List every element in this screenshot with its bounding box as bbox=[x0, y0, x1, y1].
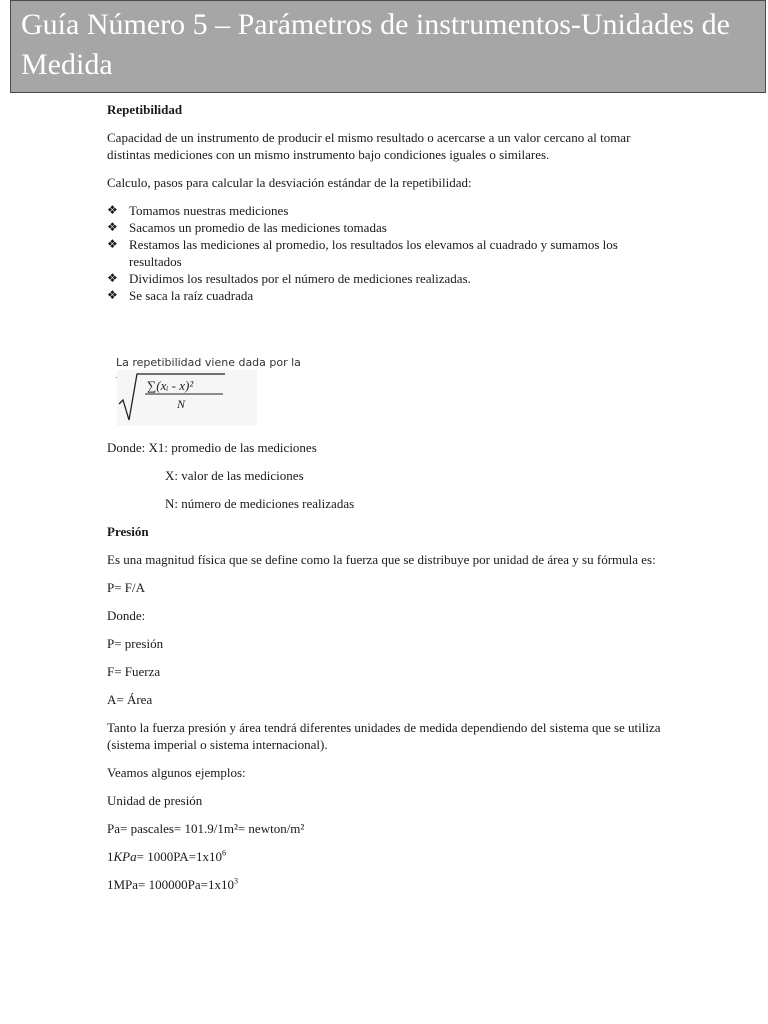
document-body bbox=[107, 101, 667, 893]
donde-line-1: Donde: X1: promedio de las mediciones bbox=[107, 440, 317, 455]
formula-figure bbox=[107, 354, 347, 424]
diamond-bullet-icon: ❖ bbox=[107, 237, 118, 251]
example-megapascal: $1MPa= 100000Pa=1x10^3$ bbox=[107, 876, 238, 892]
formula-numerator: ∑(xᵢ - x)² bbox=[147, 378, 194, 393]
presion-definition: Es una magnitud física que se define como la fuerza que se distribuye por unidad de área y su fórmula es: bbox=[107, 552, 656, 567]
p-definition: P= presión bbox=[107, 636, 164, 651]
diamond-bullet-icon: ❖ bbox=[107, 288, 118, 302]
f-definition: F= Fuerza bbox=[107, 664, 161, 679]
formula-caption: La repetibilidad viene dada por la bbox=[116, 356, 301, 369]
repetibilidad-definition: Capacidad de un instrumento de producir el mismo resultado o acercarse a un valor cercano al tomar distintas mediciones con un mismo instrumento bajo condiciones iguales o similares. bbox=[107, 130, 631, 162]
title-banner bbox=[10, 0, 766, 93]
a-definition: A= Área bbox=[107, 692, 153, 707]
square-root-formula-icon bbox=[117, 370, 257, 426]
section-heading-presion: Presión bbox=[107, 524, 149, 539]
examples-intro: Veamos algunos ejemplos: bbox=[107, 765, 246, 780]
list-item: ❖ Sacamos un promedio de las mediciones tomadas bbox=[107, 220, 387, 235]
list-item: ❖ Dividimos los resultados por el número de mediciones realizadas. bbox=[107, 271, 471, 286]
list-item: ❖ Restamos las mediciones al promedio, los resultados los elevamos al cuadrado y sumamos los resultados bbox=[107, 237, 618, 269]
document-title: Guía Número 5 – Parámetros de instrumentos-Unidades de Medida bbox=[21, 8, 730, 81]
steps-list bbox=[107, 202, 667, 304]
donde-line-2: X: valor de las mediciones bbox=[165, 468, 304, 483]
example-pascal: Pa= pascales= 101.9/1m²= newton/m² bbox=[107, 821, 305, 836]
diamond-bullet-icon: ❖ bbox=[107, 271, 118, 285]
diamond-bullet-icon: ❖ bbox=[107, 220, 118, 234]
formula-image bbox=[117, 370, 257, 426]
diamond-bullet-icon: ❖ bbox=[107, 203, 118, 217]
presion-donde: Donde: bbox=[107, 608, 146, 623]
units-note: Tanto la fuerza presión y área tendrá diferentes unidades de medida dependiendo del sistema que se utiliza (sistema imperial o sistema internacional). bbox=[107, 720, 661, 752]
section-heading-repetibilidad: Repetibilidad bbox=[107, 102, 183, 117]
formula-denominator: N bbox=[177, 397, 186, 411]
donde-line-3: N: número de mediciones realizadas bbox=[165, 496, 355, 511]
list-item: ❖ Tomamos nuestras mediciones bbox=[107, 203, 289, 218]
unit-title: Unidad de presión bbox=[107, 793, 203, 808]
presion-formula: P= F/A bbox=[107, 580, 146, 595]
example-kilopascal: $1KPa= 1000PA=1x10^6$ bbox=[107, 848, 226, 864]
list-item: ❖ Se saca la raíz cuadrada bbox=[107, 288, 254, 303]
repetibilidad-intro: Calculo, pasos para calcular la desviación estándar de la repetibilidad: bbox=[107, 175, 472, 190]
